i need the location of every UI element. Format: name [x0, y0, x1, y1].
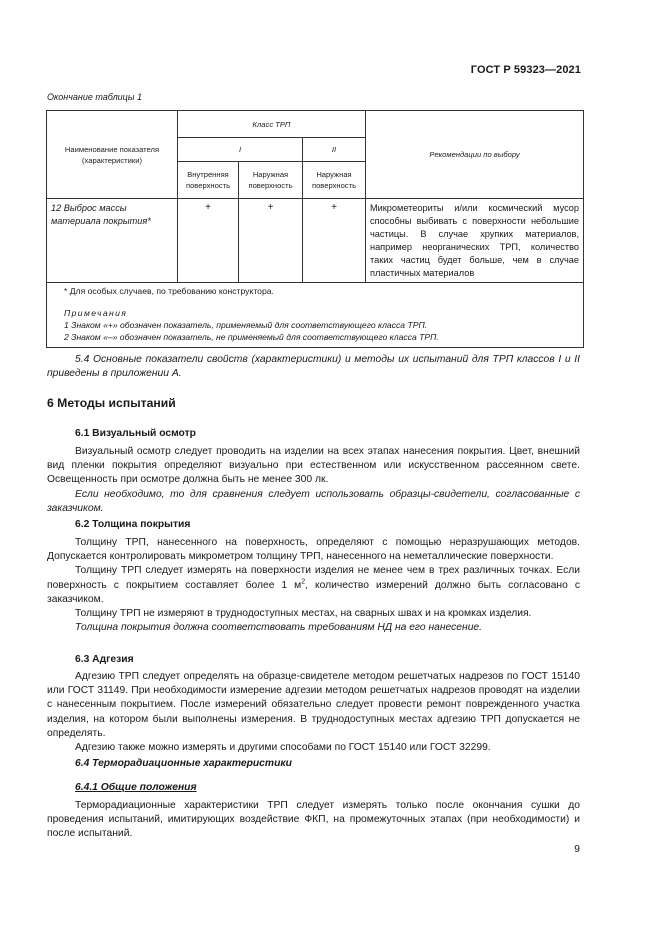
col-header-name: Наименование показателя (характеристики) [47, 111, 178, 199]
section-6-1-text [47, 445, 580, 516]
row-12-name: 12 Выброс массы материала покрытия* [47, 199, 178, 283]
row-12-value-2: + [239, 199, 303, 283]
page-number: 9 [574, 844, 580, 855]
paragraph-6-3b: Адгезию также можно измерять и другими способами по ГОСТ 15140 или ГОСТ 32299. [75, 742, 491, 754]
paragraph-6-3a: Адгезию ТРП следует определять на образце-свидетеле методом решетчатых надрезов по ГОСТ 15140 или ГОСТ 31149. При необходимости измерение адгезии методом решетчатых надрезов проводят на изделии с нанесенным покрытием. После измерений обязательно следует провести ремонт поврежденного участка изделия, на котором были выполнены измерения. В труднодоступных местах адгезию ТРП допускается не определять. [47, 671, 580, 739]
note-2: 2 Знаком «–» обозначен показатель, не применяемый для соответствующего класса ТРП. [64, 331, 439, 342]
class-2-header: II [303, 138, 366, 162]
properties-table [46, 110, 584, 348]
paragraph-6-2d: Толщина покрытия должна соответствовать требованиям НД на его нанесение. [75, 622, 483, 634]
row-12-value-3: + [303, 199, 366, 283]
paragraph-5-4: 5.4 Основные показатели свойств (характеристики) и методы их испытаний для ТРП классов I и II приведены в приложении А. [47, 354, 580, 380]
sub-header-outer-1: Наружная поверхность [239, 162, 303, 199]
col-header-recommend: Рекомендации по выбору [366, 111, 584, 199]
paragraph-6-1a: Визуальный осмотр следует проводить на изделии на всех этапах нанесения покрытия. Цвет, внешний вид пленки покрытия определяют визуально при естественном или искусственном рассеянном свете. Освещенность при осмотре должна быть не менее 300 лк. [47, 446, 580, 486]
section-6-2-text [47, 536, 580, 635]
section-6-1-heading: 6.1 Визуальный осмотр [75, 428, 196, 439]
col-header-class: Класс ТРП [178, 111, 366, 138]
section-6-4-1-text [47, 799, 580, 842]
paragraph-6-2a: Толщину ТРП, нанесенного на поверхность, определяют с помощью неразрушающих методов. Допускается контролировать микрометром толщину ТРП, нанесенного на неметаллические поверхности. [47, 537, 580, 563]
section-6-4-1-heading: 6.4.1 Общие положения [75, 782, 197, 793]
sub-header-outer-2: Наружная поверхность [303, 162, 366, 199]
sub-header-inner: Внутренняя поверхность [178, 162, 239, 199]
paragraph-6-2c: Толщину ТРП не измеряют в труднодоступных местах, на сварных швах и на кромках изделия. [75, 608, 532, 620]
row-12-recommendation: Микрометеориты и/или космический мусор способны выбивать с поверхности небольшие частицы. В случае хрупких материалов, например неорганических ТРП, количество таких частиц будет больше, чем в случае пластичных материалов [366, 199, 584, 283]
paragraph-6-4-1: Терморадиационные характеристики ТРП следует измерять только после окончания сушки до проведения испытаний, имитирующих воздействие ФКП, на промежуточных этапах (при необходимости) и после испытаний. [47, 800, 580, 840]
section-6-4-heading: 6.4 Терморадиационные характеристики [75, 758, 292, 769]
paragraph-6-1b: Если необходимо, то для сравнения следует использовать образцы-свидетели, согласованные с заказчиком. [47, 488, 580, 514]
note-1: 1 Знаком «+» обозначен показатель, применяемый для соответствующего класса ТРП. [64, 320, 428, 331]
section-6-3-text [47, 670, 580, 755]
section-6-3-heading: 6.3 Адгезия [75, 654, 134, 665]
section-6-2-heading: 6.2 Толщина покрытия [75, 519, 191, 530]
notes-header: Примечания [64, 308, 128, 319]
paragraph-6-2b: Толщину ТРП следует измерять на поверхности изделия не менее чем в трех различных точках. Если поверхность с покрытием составляет более 1 $м^2$, количество измерений должно быть согласовано с заказчиком. [47, 565, 580, 605]
class-1-header: I [178, 138, 303, 162]
table-footnote: * Для особых случаев, по требованию конструктора. [64, 286, 274, 297]
document-id: ГОСТ Р 59323—2021 [470, 64, 581, 76]
table-row [47, 199, 584, 283]
table-caption: Окончание таблицы 1 [47, 92, 142, 102]
section-6-heading: 6 Методы испытаний [47, 396, 176, 410]
table-notes [47, 283, 584, 348]
row-12-value-1: + [178, 199, 239, 283]
